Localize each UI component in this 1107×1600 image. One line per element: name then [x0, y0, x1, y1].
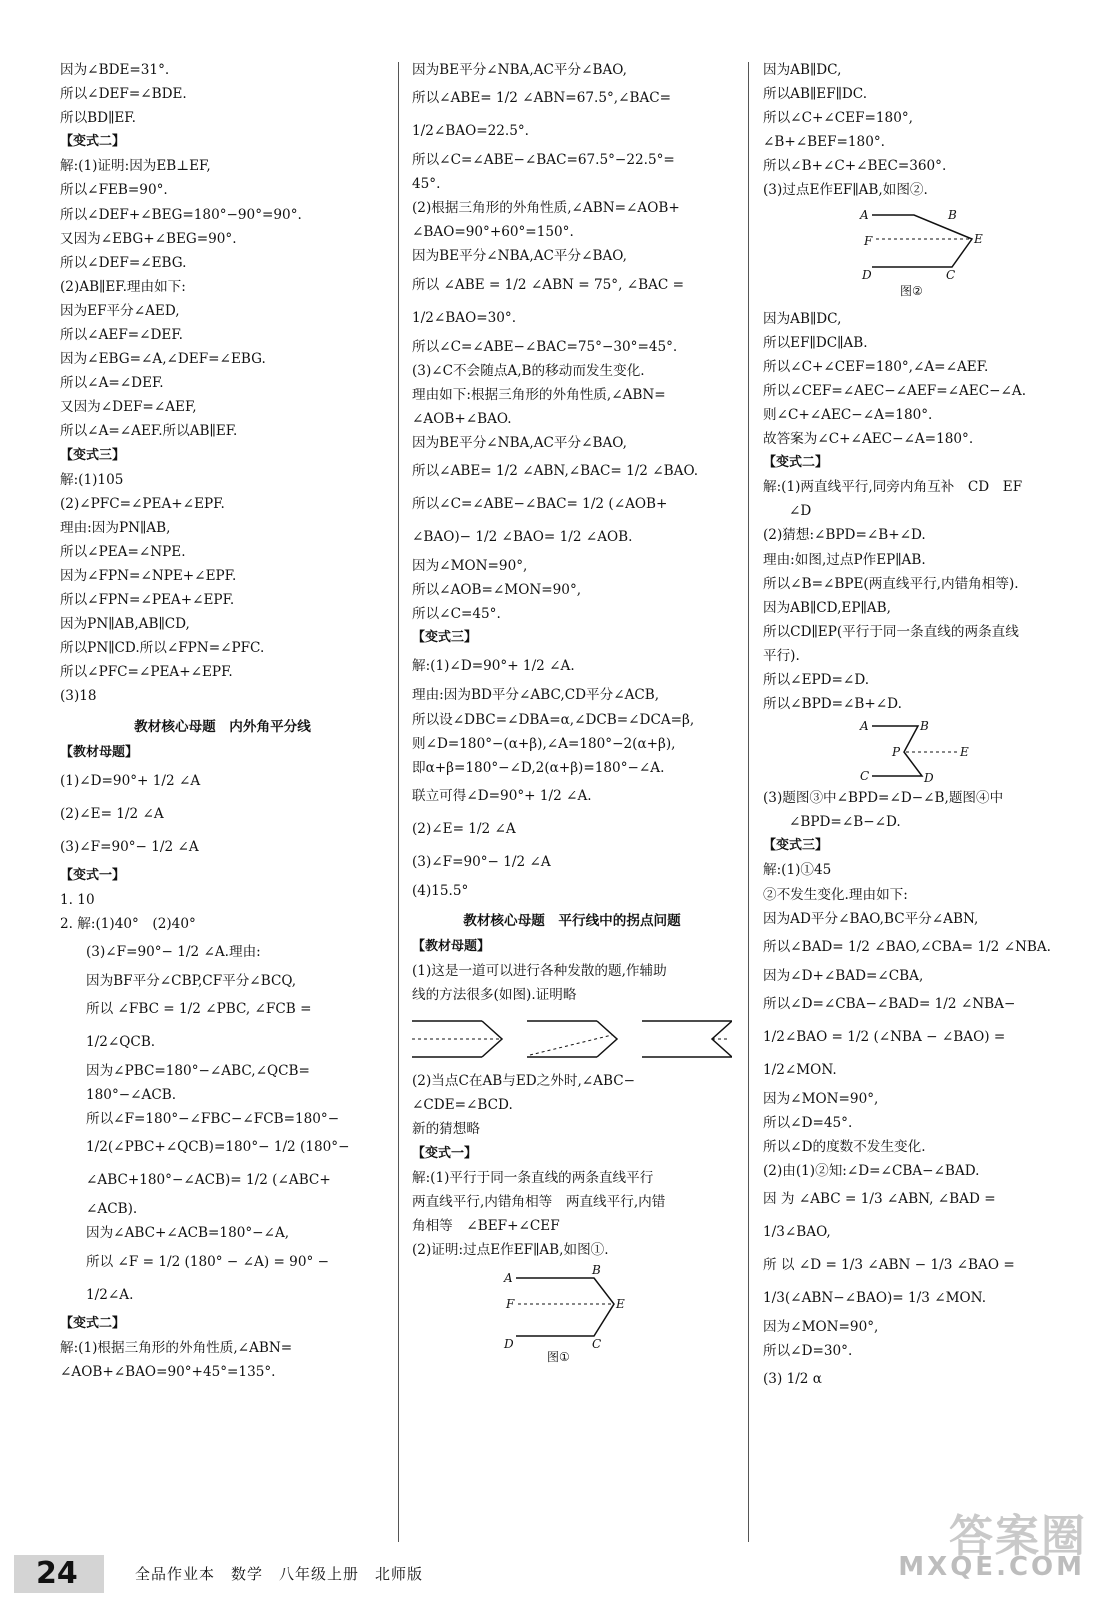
answer-line: ∠D: [789, 503, 812, 520]
answer-line: (2)由(1)②知:∠D=∠CBA−∠BAD.: [763, 1163, 980, 1180]
answer-line: 所以∠C=45°.: [412, 606, 501, 623]
answer-line: 解:(1)∠D=90°+ 1/2 ∠A.: [412, 658, 575, 675]
section-heading: 【变式二】: [763, 455, 829, 471]
label-A: A: [504, 1271, 513, 1285]
answer-line: 又因为∠EBG+∠BEG=90°.: [60, 230, 237, 247]
label-A: A: [860, 207, 869, 222]
answer-line: 线的方法很多(如图).证明略: [412, 987, 577, 1004]
answer-line: 1/2∠QCB.: [86, 1034, 156, 1051]
answer-line: 因为BE平分∠NBA,AC平分∠BAO,: [412, 248, 627, 265]
answer-line: 1/2∠BAO=22.5°.: [412, 123, 529, 140]
answer-line: 所以∠FPN=∠PEA+∠EPF.: [60, 592, 235, 609]
answer-line: 理由:如图,过点P作EP∥AB.: [763, 551, 926, 568]
answer-line: (3)过点E作EF∥AB,如图②.: [763, 182, 928, 199]
answer-line: 所以∠D=45°.: [763, 1114, 853, 1131]
answer-line: 所以∠C=∠ABE−∠BAC= 1/2 (∠AOB+: [412, 496, 668, 513]
label-E: E: [616, 1297, 625, 1311]
answer-line: 所以∠B+∠C+∠BEC=360°.: [763, 158, 947, 175]
figure-line: [597, 1021, 617, 1057]
answer-line: 所以∠PEA=∠NPE.: [60, 543, 186, 560]
answer-line: 因为∠ABC+∠ACB=180°−∠A,: [86, 1225, 290, 1242]
answer-line: 因为∠BDE=31°.: [60, 62, 170, 78]
topic-title: 教材核心母题 平行线中的拐点问题: [463, 912, 681, 929]
answer-line: 1/2∠BAO = 1/2 (∠NBA − ∠BAO) =: [763, 1028, 1006, 1045]
answer-line: 所以 ∠F = 1/2 (180° − ∠A) = 90° −: [86, 1253, 329, 1270]
answer-line: 解:(1)两直线平行,同旁内角互补 CD EF: [763, 479, 1023, 496]
answer-line: 解:(1)证明:因为EB⊥EF,: [60, 158, 211, 175]
watermark-logo: [897, 1500, 1097, 1595]
answer-line: 因为∠FPN=∠NPE+∠EPF.: [60, 567, 237, 584]
answer-line: 角相等 ∠BEF+∠CEF: [412, 1217, 560, 1234]
answer-line: (2)AB∥EF.理由如下:: [60, 278, 186, 295]
answer-line: 因为PN∥AB,AB∥CD,: [60, 616, 190, 633]
section-heading: 【变式一】: [412, 1145, 478, 1161]
answer-line: 180°−∠ACB.: [86, 1087, 177, 1104]
answer-line: 1/2(∠PBC+∠QCB)=180°− 1/2 (180°−: [86, 1139, 350, 1156]
column-divider-1: [398, 62, 399, 1542]
answer-line: ②不发生变化.理由如下:: [763, 886, 908, 903]
answer-line: 又因为∠DEF=∠AEF,: [60, 399, 197, 416]
answer-line: 因为∠MON=90°,: [763, 1090, 879, 1107]
answer-line: 1/2∠A.: [86, 1286, 134, 1303]
answer-line: 所以∠PFC=∠PEA+∠EPF.: [60, 664, 233, 681]
answer-line: 所以∠ABE= 1/2 ∠ABN=67.5°,∠BAC=: [412, 90, 672, 107]
answer-line: (4)15.5°: [412, 882, 469, 899]
answer-line: 所以∠BPD=∠B+∠D.: [763, 696, 902, 713]
label-E: E: [974, 231, 983, 246]
answer-line: 因为BE平分∠NBA,AC平分∠BAO,: [412, 434, 627, 451]
column-divider-2: [748, 62, 749, 1542]
section-heading: 【变式三】: [60, 447, 126, 463]
answer-line: 所以∠C=∠ABE−∠BAC=75°−30°=45°.: [412, 338, 678, 355]
answer-line: 所以∠D的度数不发生变化.: [763, 1139, 926, 1155]
answer-line: ∠B+∠BEF=180°.: [763, 134, 885, 151]
section-heading: 【变式二】: [60, 1315, 126, 1331]
section-heading: 【变式一】: [60, 867, 126, 883]
label-E: E: [960, 745, 969, 760]
answer-line: 解:(1)根据三角形的外角性质,∠ABN=: [60, 1339, 293, 1356]
answer-line: 所以 ∠ABE = 1/2 ∠ABN = 75°, ∠BAC =: [412, 276, 685, 293]
answer-line: 所以∠C+∠CEF=180°,∠A=∠AEF.: [763, 358, 989, 375]
answer-line: 所以AB∥EF∥DC.: [763, 86, 868, 103]
answer-line: 所以∠B=∠BPE(两直线平行,内错角相等).: [763, 575, 1019, 592]
answer-line: 所以∠A=∠DEF.: [60, 375, 164, 392]
answer-line: 因为BE平分∠NBA,AC平分∠BAO,: [412, 62, 627, 78]
answer-line: 1. 10: [60, 891, 95, 908]
answer-line: 因为AD平分∠BAO,BC平分∠ABN,: [763, 910, 979, 927]
answer-line: 两直线平行,内错角相等 两直线平行,内错: [412, 1193, 666, 1210]
answer-line: ∠AOB+∠BAO=90°+45°=135°.: [60, 1363, 276, 1380]
label-F: F: [506, 1297, 515, 1311]
figure-line: [872, 215, 972, 267]
answer-column-3: [763, 58, 1088, 1396]
label-B: B: [592, 1264, 601, 1277]
answer-line: ∠BAO=90°+60°=150°.: [412, 224, 574, 241]
answer-line: 所以∠CEF=∠AEC−∠AEF=∠AEC−∠A.: [763, 382, 1027, 399]
answer-line: 所以∠EPD=∠D.: [763, 671, 870, 688]
answer-line: (2)∠E= 1/2 ∠A: [60, 805, 164, 822]
answer-line: 因为AB∥DC,: [763, 62, 842, 78]
section-heading: 【教材母题】: [412, 938, 491, 954]
answer-line: 1/3(∠ABN−∠BAO)= 1/3 ∠MON.: [763, 1290, 987, 1307]
parallel-lines-figures: [412, 1009, 732, 1067]
label-D: D: [504, 1337, 514, 1351]
answer-line: 因为EF平分∠AED,: [60, 302, 180, 319]
answer-line: 所以设∠DBC=∠DBA=α,∠DCB=∠DCA=β,: [412, 711, 695, 728]
section-heading: 【变式三】: [763, 838, 829, 854]
answer-line: ∠ABC+180°−∠ACB)= 1/2 (∠ABC+: [86, 1172, 331, 1189]
answer-line: 因为∠MON=90°,: [763, 1319, 879, 1336]
topic-title: 教材核心母题 内外角平分线: [134, 718, 311, 735]
figure-2-caption: 图②: [900, 283, 923, 298]
section-heading: 【变式三】: [412, 630, 478, 646]
answer-line: 1/2∠BAO=30°.: [412, 309, 517, 326]
answer-line: 因为∠EBG=∠A,∠DEF=∠EBG.: [60, 351, 266, 368]
answer-line: 因为AB∥CD,EP∥AB,: [763, 599, 891, 616]
answer-line: 所 以 ∠D = 1/3 ∠ABN − 1/3 ∠BAO =: [763, 1257, 1015, 1274]
label-D: D: [862, 267, 872, 282]
answer-line: (2)猜想:∠BPD=∠B+∠D.: [763, 527, 926, 544]
answer-line: 因为∠MON=90°,: [412, 558, 528, 575]
answer-line: 故答案为∠C+∠AEC−∠A=180°.: [763, 431, 974, 448]
answer-line: (3) 1/2 α: [763, 1371, 822, 1388]
answer-line: (2)∠PFC=∠PEA+∠EPF.: [60, 495, 225, 512]
answer-line: 所以∠C+∠CEF=180°,: [763, 110, 913, 127]
label-D: D: [924, 771, 934, 785]
answer-line: 2. 解:(1)40° (2)40°: [60, 915, 196, 932]
answer-line: 所以∠DEF=∠EBG.: [60, 254, 187, 271]
answer-line: (1)这是一道可以进行各种发散的题,作辅助: [412, 963, 667, 980]
watermark-text: 答案圈: [949, 1511, 1087, 1562]
answer-line: ∠ACB).: [86, 1201, 138, 1218]
answer-line: 因为∠PBC=180°−∠ABC,∠QCB=: [86, 1063, 310, 1080]
label-C: C: [592, 1337, 602, 1351]
answer-line: 理由:因为PN∥AB,: [60, 519, 171, 536]
figure-2: [858, 205, 1088, 305]
answer-line: 所以∠DEF=∠BDE.: [60, 86, 187, 103]
answer-line: 所以∠A=∠AEF.所以AB∥EF.: [60, 423, 238, 440]
answer-line: 因为AB∥DC,: [763, 310, 842, 327]
answer-line: 所以∠DEF+∠BEG=180°−90°=90°.: [60, 206, 302, 223]
answer-line: 所以∠FEB=90°.: [60, 182, 168, 199]
answer-line: 平行).: [763, 647, 800, 664]
label-B: B: [948, 207, 957, 222]
answer-line: (3)∠F=90°− 1/2 ∠A: [60, 838, 199, 855]
answer-line: (2)根据三角形的外角性质,∠ABN=∠AOB+: [412, 200, 680, 217]
answer-column-1: [60, 58, 385, 1384]
answer-line: 所以EF∥DC∥AB.: [763, 334, 868, 351]
watermark-url: MXQE.COM: [898, 1552, 1085, 1582]
answer-line: 1/3∠BAO,: [763, 1224, 831, 1241]
answer-line: 1/2∠MON.: [763, 1061, 837, 1078]
label-F: F: [864, 233, 873, 248]
answer-line: 因为BF平分∠CBP,CF平分∠BCQ,: [86, 973, 297, 989]
answer-line: 所以∠D=30°.: [763, 1343, 853, 1360]
answer-line: 所以∠BAD= 1/2 ∠BAO,∠CBA= 1/2 ∠NBA.: [763, 938, 1051, 955]
answer-line: 即α+β=180°−∠D,2(α+β)=180°−∠A.: [412, 759, 665, 776]
answer-line: 所以∠D=∠CBA−∠BAD= 1/2 ∠NBA−: [763, 995, 1016, 1012]
label-B: B: [920, 719, 929, 734]
answer-line: (1)∠D=90°+ 1/2 ∠A: [60, 772, 201, 789]
auxiliary-line: [530, 1035, 612, 1055]
answer-line: 所以∠F=180°−∠FBC−∠FCB=180°−: [86, 1111, 340, 1128]
answer-line: (2)当点C在AB与ED之外时,∠ABC−: [412, 1073, 636, 1090]
section-heading: 【教材母题】: [60, 744, 139, 760]
answer-line: 理由:因为BD平分∠ABC,CD平分∠ACB,: [412, 687, 660, 704]
answer-line: (2)证明:过点E作EF∥AB,如图①.: [412, 1241, 609, 1258]
book-title: 全品作业本 数学 八年级上册 北师版: [135, 1565, 424, 1583]
label-C: C: [946, 267, 956, 282]
answer-line: (3)∠C不会随点A,B的移动而发生变化.: [412, 362, 645, 379]
answer-line: 所以∠C=∠ABE−∠BAC=67.5°−22.5°=: [412, 152, 675, 169]
answer-line: ∠BPD=∠B−∠D.: [789, 814, 901, 831]
answer-line: ∠AOB+∠BAO.: [412, 410, 512, 427]
answer-line: 45°.: [412, 176, 441, 193]
figure-1: [502, 1264, 732, 1364]
label-A: A: [860, 719, 869, 734]
answer-line: 解:(1)①45: [763, 862, 832, 879]
answer-column-2: [412, 58, 732, 1366]
answer-line: 则∠C+∠AEC−∠A=180°.: [763, 406, 933, 423]
answer-line: 所以∠ABE= 1/2 ∠ABN,∠BAC= 1/2 ∠BAO.: [412, 463, 699, 480]
answer-line: 所以∠AOB=∠MON=90°,: [412, 582, 582, 599]
answer-line: 理由如下:根据三角形的外角性质,∠ABN=: [412, 386, 666, 403]
answer-line: 因 为 ∠ABC = 1/3 ∠ABN, ∠BAD =: [763, 1191, 996, 1208]
answer-line: 新的猜想略: [412, 1121, 480, 1138]
figure-line: [516, 1278, 614, 1336]
figure-1-caption: 图①: [547, 1350, 570, 1364]
answer-line: 解:(1)105: [60, 471, 124, 488]
answer-line: 所以CD∥EP(平行于同一条直线的两条直线: [763, 623, 1019, 640]
answer-line: 所以PN∥CD.所以∠FPN=∠PFC.: [60, 640, 265, 657]
answer-line: 联立可得∠D=90°+ 1/2 ∠A.: [412, 787, 592, 804]
answer-line: 则∠D=180°−(α+β),∠A=180°−2(α+β),: [412, 735, 676, 752]
figure-bpd: [858, 718, 1088, 784]
answer-line: 所以BD∥EF.: [60, 110, 136, 127]
answer-line: (3)∠F=90°− 1/2 ∠A: [412, 853, 551, 870]
answer-line: ∠BAO)− 1/2 ∠BAO= 1/2 ∠AOB.: [412, 529, 633, 546]
label-C: C: [860, 769, 870, 784]
answer-line: (3)18: [60, 688, 97, 705]
section-heading: 【变式二】: [60, 134, 126, 150]
answer-line: 所以 ∠FBC = 1/2 ∠PBC, ∠FCB =: [86, 1001, 312, 1018]
answer-line: 解:(1)平行于同一条直线的两条直线平行: [412, 1169, 654, 1186]
label-P: P: [892, 745, 901, 760]
answer-line: 所以∠AEF=∠DEF.: [60, 327, 183, 344]
answer-line: (2)∠E= 1/2 ∠A: [412, 820, 516, 837]
answer-line: (3)∠F=90°− 1/2 ∠A.理由:: [86, 944, 261, 960]
answer-line: ∠CDE=∠BCD.: [412, 1097, 513, 1114]
answer-line: 因为∠D+∠BAD=∠CBA,: [763, 967, 924, 984]
answer-line: (3)题图③中∠BPD=∠D−∠B,题图④中: [763, 790, 1004, 807]
page-number: 24: [14, 1555, 104, 1593]
